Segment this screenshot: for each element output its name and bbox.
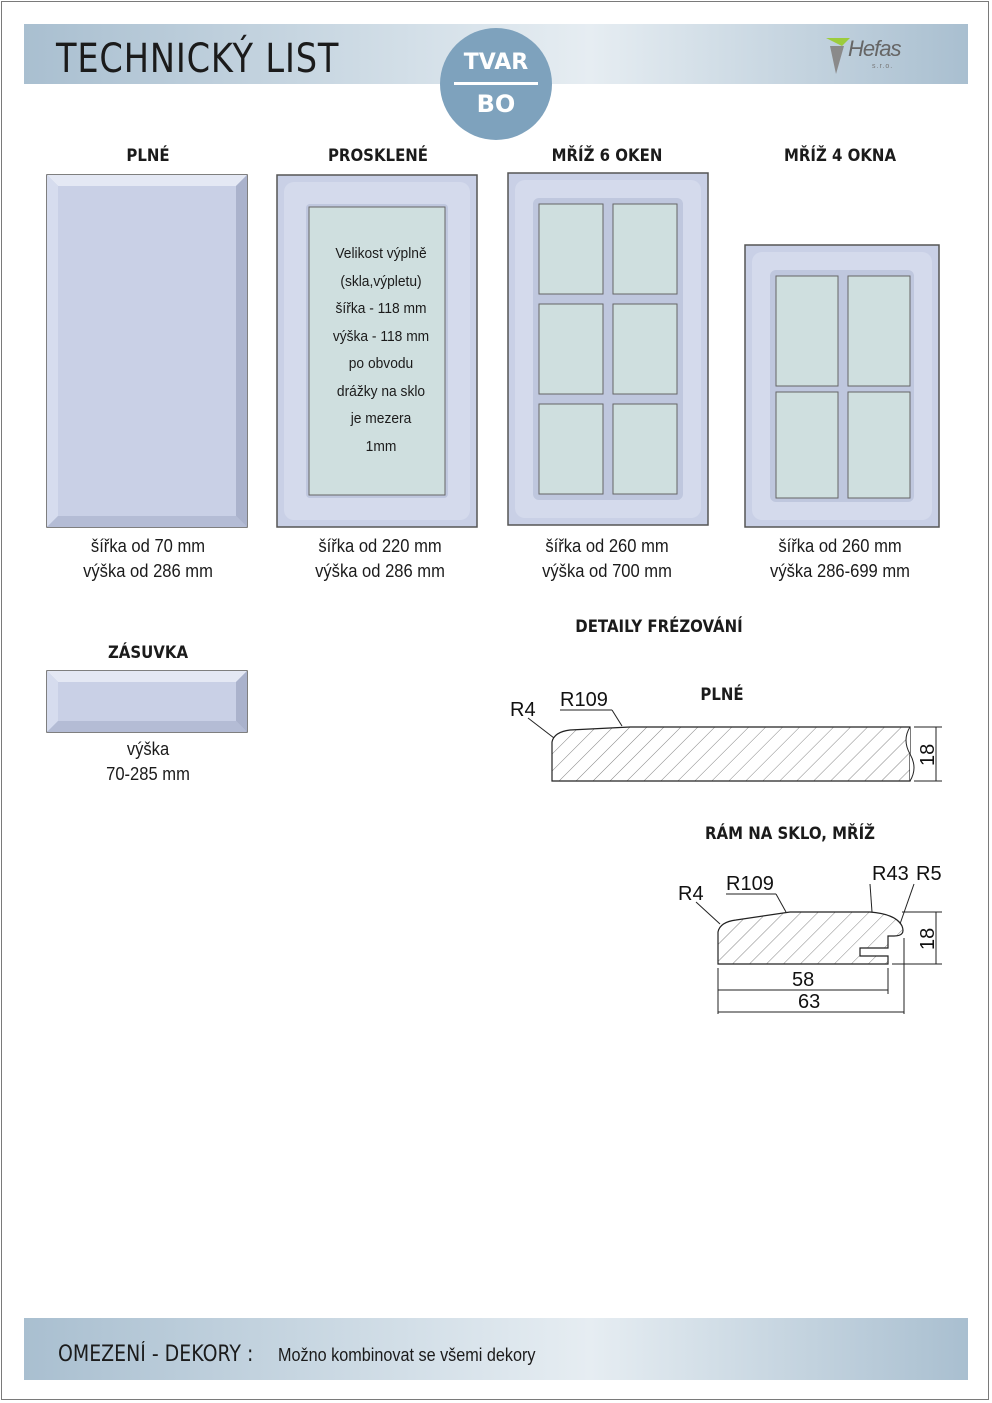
badge-bottom-text: BO (476, 90, 516, 118)
note-line: drážky na sklo (336, 382, 426, 400)
ram-r4-label: R4 (678, 883, 704, 905)
footer-text: Možno kombinovat se všemi dekory (278, 1345, 536, 1365)
mriz4-width: šířka od 260 mm (778, 536, 902, 556)
detail-ram-title: RÁM NA SKLO, MŘÍŽ (705, 824, 875, 844)
prosklene-width: šířka od 220 mm (318, 536, 442, 556)
note-line: po obvodu (348, 355, 414, 372)
note-line: šířka - 118 mm (335, 300, 427, 317)
note-line: (skla,výpletu) (340, 272, 422, 290)
mriz6-width: šířka od 260 mm (545, 536, 669, 556)
details-title: DETAILY FRÉZOVÁNÍ (575, 617, 743, 637)
mriz4-title: MŘÍŽ 4 OKNA (783, 146, 897, 166)
note-line: 1mm (365, 437, 397, 455)
badge-divider (454, 82, 538, 85)
footer-label: OMEZENÍ - DEKORY : (58, 1342, 254, 1367)
plne-width: šířka od 70 mm (90, 536, 206, 556)
plne-title: PLNÉ (126, 146, 170, 166)
logo-subtext: s.r.o. (872, 63, 894, 70)
mriz6-height: výška od 700 mm (542, 561, 672, 581)
plne-r4-label: R4 (510, 699, 536, 721)
plne-door-drawing (46, 174, 250, 530)
prosklene-height: výška od 286 mm (315, 561, 445, 581)
ram-profile (678, 863, 942, 1014)
zasuvka-label: výška (126, 739, 170, 759)
plne-height: výška od 286 mm (83, 561, 213, 581)
note-line: Velikost výplně (335, 245, 427, 262)
mriz4-door-drawing (744, 244, 942, 530)
badge-top-text: TVAR (463, 50, 529, 75)
plne-thickness-label: 18 (917, 743, 939, 766)
ram-r109-label: R109 (726, 873, 774, 895)
ram-thickness-label: 18 (917, 927, 939, 950)
glass-size-note (314, 240, 448, 460)
mriz4-height: výška 286-699 mm (770, 561, 910, 581)
ram-r5-label: R5 (916, 863, 942, 885)
milling-profiles (490, 680, 960, 1020)
plne-r109-label: R109 (560, 689, 608, 711)
mriz6-title: MŘÍŽ 6 OKEN (551, 146, 663, 166)
shape-badge (440, 28, 552, 140)
plne-profile (510, 689, 942, 781)
logo-text: Hefas (848, 36, 901, 61)
zasuvka-title: ZÁSUVKA (107, 643, 189, 663)
plne-caption (47, 534, 249, 584)
ram-r43-label: R43 (872, 863, 909, 885)
ram-58-label: 58 (792, 969, 815, 991)
mriz6-caption (503, 534, 711, 584)
mriz4-caption (735, 534, 945, 584)
document-title: TECHNICKÝ LIST (56, 36, 340, 82)
note-line: výška - 118 mm (332, 327, 430, 345)
zasuvka-caption (56, 737, 240, 787)
zasuvka-drawing (46, 670, 250, 734)
detail-plne-title: PLNÉ (700, 685, 744, 705)
mriz6-door-drawing (507, 172, 711, 528)
note-line: je mezera (350, 410, 412, 427)
ram-63-label: 63 (798, 991, 821, 1013)
zasuvka-height: 70-285 mm (106, 764, 190, 784)
prosklene-caption (277, 534, 483, 584)
prosklene-title: PROSKLENÉ (327, 146, 429, 166)
